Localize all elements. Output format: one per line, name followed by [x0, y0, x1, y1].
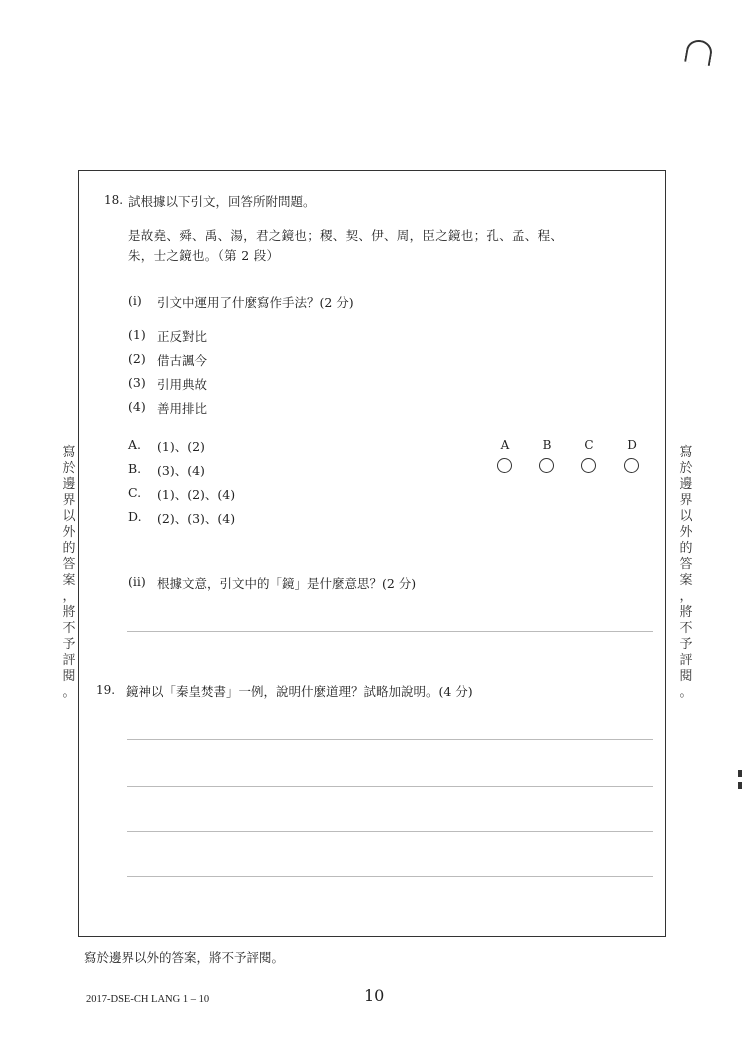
- side-warning-char: 寫: [679, 445, 693, 460]
- part-ii-label: (ii): [128, 574, 146, 589]
- statement-number: (4): [128, 399, 146, 414]
- side-warning-char: 。: [62, 685, 76, 700]
- choice-text: (2)、(3)、(4): [157, 511, 236, 526]
- question-19-prompt: 鏡神以「秦皇焚書」一例，說明什麼道理？試略加說明。(4 分): [126, 684, 473, 699]
- side-warning-char: 不: [62, 621, 76, 636]
- statement-text: 引用典故: [157, 377, 208, 392]
- quote-line-1: 是故堯、舜、禹、湯，君之鏡也；稷、契、伊、周，臣之鏡也；孔、孟、程、: [128, 228, 564, 243]
- question-18-number: 18.: [104, 193, 124, 207]
- answer-line[interactable]: [127, 786, 653, 787]
- side-warning-left: [61, 445, 77, 701]
- choice-text: (1)、(2)、(4): [157, 487, 236, 502]
- side-warning-char: 將: [679, 605, 693, 620]
- side-warning-char: 外: [679, 525, 693, 540]
- edge-mark: [738, 782, 742, 789]
- page-number: 10: [364, 986, 385, 1005]
- question-19-number: 19.: [96, 683, 116, 697]
- side-warning-char: 案: [679, 573, 693, 588]
- side-warning-char: 於: [679, 461, 693, 476]
- side-warning-char: 將: [62, 605, 76, 620]
- answer-line[interactable]: [127, 831, 653, 832]
- side-warning-char: 。: [679, 685, 693, 700]
- choice-text: (1)、(2): [157, 439, 205, 454]
- statement-text: 善用排比: [157, 401, 208, 416]
- side-warning-char: 予: [62, 637, 76, 652]
- side-warning-char: 閱: [62, 669, 76, 684]
- side-warning-char: 案: [62, 573, 76, 588]
- choice-letter: B.: [128, 461, 142, 476]
- side-warning-char: 不: [679, 621, 693, 636]
- bubble-letter: B: [542, 438, 552, 452]
- side-warning-char: 的: [62, 541, 76, 556]
- bubble-letter: D: [627, 438, 637, 452]
- answer-line[interactable]: [127, 631, 653, 632]
- choice-letter: C.: [128, 485, 142, 500]
- edge-mark: [738, 770, 742, 777]
- statement-number: (3): [128, 375, 146, 390]
- part-ii-question: 根據文意，引文中的「鏡」是什麼意思？(2 分): [157, 576, 417, 591]
- side-warning-right: [678, 445, 694, 701]
- answer-bubble-b[interactable]: [539, 458, 554, 473]
- side-warning-char: 界: [62, 493, 76, 508]
- side-warning-char: 於: [62, 461, 76, 476]
- answer-bubble-c[interactable]: [581, 458, 596, 473]
- answer-bubble-d[interactable]: [624, 458, 639, 473]
- choice-letter: A.: [128, 437, 142, 452]
- choice-letter: D.: [128, 509, 142, 524]
- part-i-question: 引文中運用了什麼寫作手法？(2 分): [157, 295, 354, 310]
- statement-number: (1): [128, 327, 146, 342]
- question-18-prompt: 試根據以下引文，回答所附問題。: [128, 194, 316, 209]
- choice-text: (3)、(4): [157, 463, 205, 478]
- side-warning-char: 以: [62, 509, 76, 524]
- staple-corner-mark: [684, 38, 714, 66]
- side-warning-char: ，: [679, 589, 693, 604]
- side-warning-char: 答: [62, 557, 76, 572]
- side-warning-char: 界: [679, 493, 693, 508]
- side-warning-char: 邊: [679, 477, 693, 492]
- answer-line[interactable]: [127, 876, 653, 877]
- bubble-letter: C: [584, 438, 594, 452]
- answer-line[interactable]: [127, 739, 653, 740]
- bubble-letter: A: [500, 438, 510, 452]
- statement-number: (2): [128, 351, 146, 366]
- side-warning-char: 評: [679, 653, 693, 668]
- answer-bubble-a[interactable]: [497, 458, 512, 473]
- quote-line-2: 朱，士之鏡也。（第 2 段）: [128, 248, 280, 263]
- side-warning-char: 予: [679, 637, 693, 652]
- part-i-label: (i): [128, 293, 142, 308]
- side-warning-char: 答: [679, 557, 693, 572]
- answer-frame: [78, 170, 666, 937]
- side-warning-char: ，: [62, 589, 76, 604]
- side-warning-char: 邊: [62, 477, 76, 492]
- side-warning-char: 以: [679, 509, 693, 524]
- statement-text: 正反對比: [157, 329, 208, 344]
- side-warning-char: 外: [62, 525, 76, 540]
- paper-code: 2017-DSE-CH LANG 1 – 10: [86, 994, 210, 1005]
- footer-warning: 寫於邊界以外的答案，將不予評閱。: [84, 950, 285, 965]
- side-warning-char: 的: [679, 541, 693, 556]
- side-warning-char: 寫: [62, 445, 76, 460]
- statement-text: 借古諷今: [157, 353, 208, 368]
- side-warning-char: 評: [62, 653, 76, 668]
- side-warning-char: 閱: [679, 669, 693, 684]
